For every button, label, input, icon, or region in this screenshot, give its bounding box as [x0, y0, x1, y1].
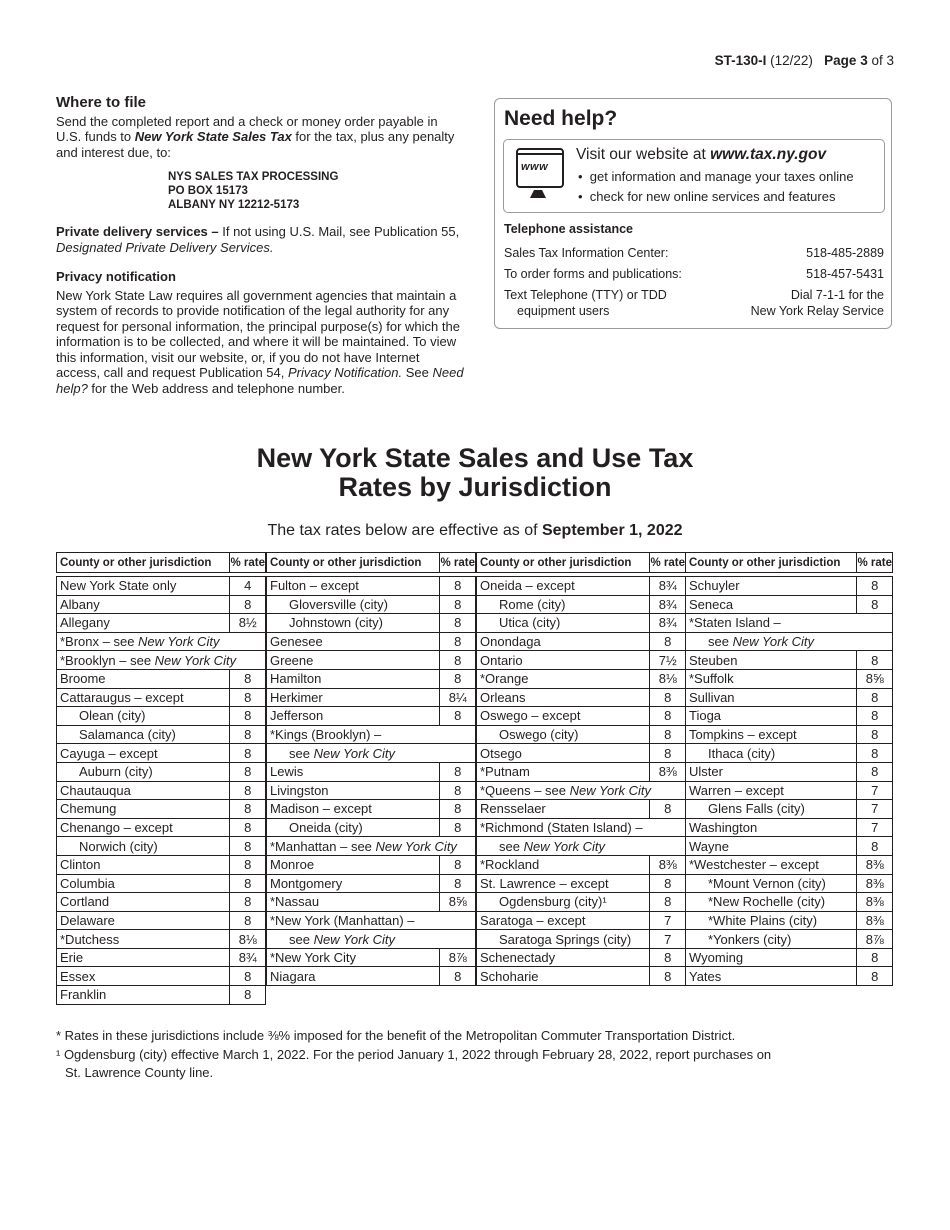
jurisdiction-name: Allegany — [57, 614, 230, 633]
table-row — [477, 855, 686, 874]
help-bullet: • get information and manage your taxes online — [578, 169, 854, 184]
table-row — [477, 744, 686, 763]
jurisdiction-name: Glens Falls (city) — [686, 800, 857, 819]
jurisdiction-name: Greene — [267, 651, 440, 670]
need-help-box — [494, 98, 892, 329]
privacy-text: New York State Law requires all government agencies that maintain a system of records to provide notification of the legal authority for any request for personal information, the principal purpose(s) for which the information is to be collected, and where it will be maintained. To view this information, visit our website, or, if you do not have Internet access, call and request Publication 54, Privacy Notification. See Need help? for the Web address and telephone number. — [56, 287, 464, 396]
tax-rate: 8 — [857, 744, 893, 763]
tax-rate: 8 — [857, 688, 893, 707]
table-row — [477, 818, 686, 837]
tax-rate: 8 — [857, 967, 893, 986]
table-row — [57, 837, 266, 856]
form-header — [715, 53, 894, 68]
tax-rate: 8 — [857, 762, 893, 781]
tax-rate: 8¾ — [650, 577, 686, 596]
tax-rate: 8 — [230, 781, 266, 800]
tax-rate: 8¼ — [440, 688, 476, 707]
jurisdiction-name: *Dutchess — [57, 930, 230, 949]
jurisdiction-name: *Mount Vernon (city) — [686, 874, 857, 893]
table-row — [267, 762, 476, 781]
tax-rate: 8⅛ — [650, 669, 686, 688]
tax-rate: 8⅝ — [857, 669, 893, 688]
jurisdiction-name: Chenango – except — [57, 818, 230, 837]
jurisdiction-name: *Orange — [477, 669, 650, 688]
page-label: Page 3 — [824, 53, 868, 68]
tax-rate: 8 — [440, 651, 476, 670]
table-row — [686, 874, 893, 893]
column-header-rate: % rate — [230, 553, 266, 573]
table-row — [477, 632, 686, 651]
footnote-one-cont: St. Lawrence County line. — [65, 1065, 214, 1080]
rate-table-col-3 — [476, 552, 686, 986]
tax-rate: 8 — [440, 632, 476, 651]
table-row — [477, 688, 686, 707]
rate-table-col-1 — [56, 552, 266, 1005]
jurisdiction-name: Schuyler — [686, 577, 857, 596]
table-row — [267, 911, 476, 930]
jurisdiction-name: Wyoming — [686, 948, 857, 967]
table-row — [686, 669, 893, 688]
table-row — [57, 577, 266, 596]
rate-table-col-2 — [266, 552, 476, 986]
table-row — [57, 874, 266, 893]
table-row — [686, 948, 893, 967]
tax-rate: 8 — [857, 595, 893, 614]
jurisdiction-name: Clinton — [57, 855, 230, 874]
table-row — [686, 614, 893, 633]
jurisdiction-name: Columbia — [57, 874, 230, 893]
table-row — [686, 707, 893, 726]
jurisdiction-name: Steuben — [686, 651, 857, 670]
table-row — [686, 744, 893, 763]
jurisdiction-name: Norwich (city) — [57, 837, 230, 856]
table-row — [57, 911, 266, 930]
table-row — [267, 614, 476, 633]
table-row — [686, 688, 893, 707]
jurisdiction-name: Salamanca (city) — [57, 725, 230, 744]
jurisdiction-name: Otsego — [477, 744, 650, 763]
tax-rate: 8 — [857, 651, 893, 670]
tax-rate: 8 — [650, 948, 686, 967]
tax-rate: 8 — [230, 707, 266, 726]
jurisdiction-name: *White Plains (city) — [686, 911, 857, 930]
jurisdiction-name: Fulton – except — [267, 577, 440, 596]
table-row — [57, 669, 266, 688]
page-of: of 3 — [871, 53, 894, 68]
tax-rate: 8 — [230, 762, 266, 781]
jurisdiction-name: *Rockland — [477, 855, 650, 874]
table-row — [267, 725, 476, 744]
effective-date-line: The tax rates below are effective as of September 1, 2022 — [267, 522, 683, 539]
table-row — [477, 800, 686, 819]
jurisdiction-name: Utica (city) — [477, 614, 650, 633]
tax-rate: 8 — [440, 818, 476, 837]
table-row — [57, 855, 266, 874]
jurisdiction-name: see New York City — [477, 837, 686, 856]
jurisdiction-name: Ontario — [477, 651, 650, 670]
table-row — [477, 930, 686, 949]
mailing-address: NYS SALES TAX PROCESSING PO BOX 15173 ALBANY NY 12212-5173 — [168, 171, 339, 211]
column-header-jurisdiction: County or other jurisdiction — [686, 553, 857, 573]
tax-rate: 8 — [440, 781, 476, 800]
jurisdiction-name: Sullivan — [686, 688, 857, 707]
tax-rate: 7 — [857, 781, 893, 800]
tax-rate: 8 — [230, 911, 266, 930]
tax-rate: 8½ — [230, 614, 266, 633]
column-header-rate: % rate — [440, 553, 476, 573]
tax-rate: 8 — [230, 669, 266, 688]
table-row — [686, 930, 893, 949]
form-revision: (12/22) — [770, 53, 813, 68]
jurisdiction-name: Oswego (city) — [477, 725, 650, 744]
jurisdiction-name: Tompkins – except — [686, 725, 857, 744]
phone-row: Text Telephone (TTY) or TDD equipment users Dial 7-1-1 for the New York Relay Service — [504, 288, 884, 318]
jurisdiction-name: Cattaraugus – except — [57, 688, 230, 707]
table-row — [267, 632, 476, 651]
jurisdiction-name: Schenectady — [477, 948, 650, 967]
website-box — [503, 139, 885, 213]
jurisdiction-name: Albany — [57, 595, 230, 614]
jurisdiction-name: Johnstown (city) — [267, 614, 440, 633]
table-row — [57, 651, 266, 670]
jurisdiction-name: Gloversville (city) — [267, 595, 440, 614]
jurisdiction-name: *Queens – see New York City — [477, 781, 686, 800]
tax-rate: 8 — [650, 967, 686, 986]
tax-rate: 8 — [440, 874, 476, 893]
where-to-file-heading: Where to file — [56, 94, 147, 111]
table-row — [477, 762, 686, 781]
table-row — [267, 930, 476, 949]
privacy-heading: Privacy notification — [56, 269, 176, 284]
jurisdiction-name: Essex — [57, 967, 230, 986]
table-row — [57, 800, 266, 819]
table-row — [57, 595, 266, 614]
table-row — [477, 725, 686, 744]
jurisdiction-name: *Kings (Brooklyn) – — [267, 725, 476, 744]
table-row — [477, 707, 686, 726]
rate-table-col-4 — [685, 552, 893, 986]
tax-rate: 8 — [230, 818, 266, 837]
table-row — [477, 948, 686, 967]
tax-rate: 8 — [440, 577, 476, 596]
jurisdiction-name: Oneida (city) — [267, 818, 440, 837]
tax-rate: 7 — [857, 818, 893, 837]
table-row — [686, 595, 893, 614]
tax-rate: 8 — [650, 632, 686, 651]
table-row — [57, 725, 266, 744]
tax-rate: 8 — [230, 837, 266, 856]
jurisdiction-name: Tioga — [686, 707, 857, 726]
tax-rate: 8 — [440, 595, 476, 614]
table-row — [477, 651, 686, 670]
table-row — [57, 707, 266, 726]
tax-rate: 8 — [440, 669, 476, 688]
tax-rate: 8⅞ — [857, 930, 893, 949]
table-row — [477, 614, 686, 633]
jurisdiction-name: Auburn (city) — [57, 762, 230, 781]
tax-rate: 8 — [857, 948, 893, 967]
tax-rate: 8 — [230, 874, 266, 893]
column-header-jurisdiction: County or other jurisdiction — [57, 553, 230, 573]
table-row — [267, 669, 476, 688]
tax-rate: 8⅜ — [857, 911, 893, 930]
private-delivery-text: Private delivery services – If not using U.S. Mail, see Publication 55, Designated Private Delivery Services. — [56, 224, 460, 255]
tax-rate: 8⅜ — [650, 762, 686, 781]
website-line: Visit our website at www.tax.ny.gov — [576, 146, 827, 163]
tax-rate: 8 — [230, 893, 266, 912]
jurisdiction-name: Cayuga – except — [57, 744, 230, 763]
tax-rate: 8 — [857, 577, 893, 596]
tax-rate: 8 — [857, 837, 893, 856]
jurisdiction-name: Warren – except — [686, 781, 857, 800]
footnote-star: * Rates in these jurisdictions include ⅜% imposed for the benefit of the Metropolitan Commuter Transportation District. — [56, 1028, 736, 1043]
jurisdiction-name: Ogdensburg (city)¹ — [477, 893, 650, 912]
jurisdiction-name: Broome — [57, 669, 230, 688]
table-row — [267, 595, 476, 614]
phone-row: To order forms and publications: 518-457-5431 — [504, 267, 884, 281]
jurisdiction-name: Olean (city) — [57, 707, 230, 726]
jurisdiction-name: Madison – except — [267, 800, 440, 819]
jurisdiction-name: Ulster — [686, 762, 857, 781]
table-row — [57, 930, 266, 949]
jurisdiction-name: Hamilton — [267, 669, 440, 688]
jurisdiction-name: *Bronx – see New York City — [57, 632, 266, 651]
tax-rate: 8 — [230, 800, 266, 819]
column-header-rate: % rate — [650, 553, 686, 573]
table-row — [477, 595, 686, 614]
table-row — [686, 837, 893, 856]
tax-rate: 8⅝ — [440, 893, 476, 912]
tax-rate: 8⅜ — [857, 855, 893, 874]
table-row — [686, 818, 893, 837]
table-row — [267, 744, 476, 763]
jurisdiction-name: Saratoga Springs (city) — [477, 930, 650, 949]
jurisdiction-name: Niagara — [267, 967, 440, 986]
tax-rate: 8 — [230, 744, 266, 763]
jurisdiction-name: *Manhattan – see New York City — [267, 837, 476, 856]
tax-rate: 8 — [857, 725, 893, 744]
jurisdiction-name: *Westchester – except — [686, 855, 857, 874]
left-column — [56, 95, 466, 396]
tax-rate: 8 — [650, 744, 686, 763]
tax-rate: 8⅛ — [230, 930, 266, 949]
tax-rate: 8 — [230, 855, 266, 874]
table-row — [57, 744, 266, 763]
jurisdiction-name: *Suffolk — [686, 669, 857, 688]
table-row — [57, 948, 266, 967]
tax-rate: 8 — [650, 800, 686, 819]
tax-rate: 8 — [230, 967, 266, 986]
tax-rate: 7 — [857, 800, 893, 819]
jurisdiction-name: Rensselaer — [477, 800, 650, 819]
jurisdiction-name: Wayne — [686, 837, 857, 856]
tax-rate: 8 — [650, 874, 686, 893]
tax-rate: 8 — [650, 707, 686, 726]
table-row — [57, 781, 266, 800]
table-row — [477, 669, 686, 688]
tax-rate: 8 — [650, 688, 686, 707]
form-number: ST-130-I — [714, 53, 767, 68]
jurisdiction-name: Orleans — [477, 688, 650, 707]
jurisdiction-name: Monroe — [267, 855, 440, 874]
tax-rate: 8¾ — [230, 948, 266, 967]
jurisdiction-name: *New York City — [267, 948, 440, 967]
jurisdiction-name: see New York City — [267, 744, 476, 763]
tax-rate: 8 — [440, 762, 476, 781]
tax-rate: 7 — [650, 930, 686, 949]
computer-monitor-icon: www — [516, 148, 564, 188]
tax-rate: 7½ — [650, 651, 686, 670]
tax-rate: 8⅜ — [857, 874, 893, 893]
jurisdiction-name: *Yonkers (city) — [686, 930, 857, 949]
table-row — [267, 707, 476, 726]
telephone-heading: Telephone assistance — [504, 222, 633, 236]
table-row — [267, 577, 476, 596]
jurisdiction-name: Montgomery — [267, 874, 440, 893]
table-row — [57, 818, 266, 837]
table-row — [686, 893, 893, 912]
table-row — [57, 762, 266, 781]
table-row — [267, 818, 476, 837]
table-row — [57, 632, 266, 651]
table-row — [686, 781, 893, 800]
table-row — [267, 948, 476, 967]
help-bullet: • check for new online services and features — [578, 189, 836, 204]
table-row — [57, 614, 266, 633]
jurisdiction-name: Genesee — [267, 632, 440, 651]
jurisdiction-name: Yates — [686, 967, 857, 986]
main-subtitle: Rates by Jurisdiction — [338, 472, 612, 502]
table-row — [477, 577, 686, 596]
tax-rate: 8 — [440, 614, 476, 633]
jurisdiction-name: see New York City — [686, 632, 893, 651]
table-row — [267, 893, 476, 912]
tax-rate: 8 — [650, 893, 686, 912]
jurisdiction-name: Washington — [686, 818, 857, 837]
table-row — [267, 837, 476, 856]
jurisdiction-name: Saratoga – except — [477, 911, 650, 930]
tax-rate: 8⅜ — [857, 893, 893, 912]
footnote-one: ¹ Ogdensburg (city) effective March 1, 2022. For the period January 1, 2022 through February 28, 2022, report purchases on — [56, 1046, 772, 1062]
jurisdiction-name: Chemung — [57, 800, 230, 819]
tax-rate: 8¾ — [650, 614, 686, 633]
need-help-heading: Need help? — [504, 107, 618, 130]
tax-rate: 8 — [230, 595, 266, 614]
table-row — [57, 967, 266, 986]
table-row — [477, 781, 686, 800]
tax-rate: 8 — [440, 855, 476, 874]
table-row — [267, 688, 476, 707]
table-row — [686, 855, 893, 874]
table-row — [686, 577, 893, 596]
jurisdiction-name: *Nassau — [267, 893, 440, 912]
tax-rate: 8 — [440, 707, 476, 726]
jurisdiction-name: *Putnam — [477, 762, 650, 781]
table-row — [267, 651, 476, 670]
jurisdiction-name: *Brooklyn – see New York City — [57, 651, 266, 670]
table-row — [267, 800, 476, 819]
jurisdiction-name: Ithaca (city) — [686, 744, 857, 763]
tax-rate: 8 — [230, 986, 266, 1005]
table-row — [477, 874, 686, 893]
jurisdiction-name: Herkimer — [267, 688, 440, 707]
jurisdiction-name: Rome (city) — [477, 595, 650, 614]
jurisdiction-name: *New Rochelle (city) — [686, 893, 857, 912]
tax-rate: 8¾ — [650, 595, 686, 614]
tax-rate: 4 — [230, 577, 266, 596]
jurisdiction-name: Lewis — [267, 762, 440, 781]
table-row — [267, 781, 476, 800]
jurisdiction-name: *Richmond (Staten Island) – — [477, 818, 686, 837]
tax-rate: 8 — [440, 800, 476, 819]
footnotes — [56, 1027, 856, 1083]
jurisdiction-name: Delaware — [57, 911, 230, 930]
jurisdiction-name: Oneida – except — [477, 577, 650, 596]
table-row — [686, 967, 893, 986]
jurisdiction-name: Franklin — [57, 986, 230, 1005]
table-row — [267, 874, 476, 893]
table-row — [686, 632, 893, 651]
column-header-rate: % rate — [857, 553, 893, 573]
jurisdiction-name: see New York City — [267, 930, 476, 949]
website-link[interactable]: www.tax.ny.gov — [710, 146, 827, 163]
main-title: New York State Sales and Use Tax — [256, 443, 694, 473]
table-row — [57, 688, 266, 707]
table-row — [477, 967, 686, 986]
jurisdiction-name: Seneca — [686, 595, 857, 614]
tax-rate: 8 — [230, 725, 266, 744]
where-to-file-text: Send the completed report and a check or money order payable in U.S. funds to New York State Sales Tax for the tax, plus any penalty and interest due, to: — [56, 113, 455, 160]
jurisdiction-name: Cortland — [57, 893, 230, 912]
jurisdiction-name: Livingston — [267, 781, 440, 800]
jurisdiction-name: *Staten Island – — [686, 614, 893, 633]
table-row — [686, 911, 893, 930]
table-row — [477, 911, 686, 930]
table-row — [477, 837, 686, 856]
tax-rate: 8 — [650, 725, 686, 744]
tax-rate: 8 — [440, 967, 476, 986]
table-row — [686, 651, 893, 670]
column-header-jurisdiction: County or other jurisdiction — [267, 553, 440, 573]
tax-rate: 8⅜ — [650, 855, 686, 874]
jurisdiction-name: Onondaga — [477, 632, 650, 651]
jurisdiction-name: Erie — [57, 948, 230, 967]
tax-rate: 8 — [230, 688, 266, 707]
column-header-jurisdiction: County or other jurisdiction — [477, 553, 650, 573]
table-row — [686, 800, 893, 819]
table-row — [267, 855, 476, 874]
jurisdiction-name: Oswego – except — [477, 707, 650, 726]
jurisdiction-name: Schoharie — [477, 967, 650, 986]
jurisdiction-name: Jefferson — [267, 707, 440, 726]
table-row — [686, 762, 893, 781]
table-row — [57, 986, 266, 1005]
jurisdiction-name: New York State only — [57, 577, 230, 596]
table-row — [267, 967, 476, 986]
table-row — [57, 893, 266, 912]
tax-rate: 8⅞ — [440, 948, 476, 967]
phone-row: Sales Tax Information Center: 518-485-2889 — [504, 246, 884, 260]
table-row — [686, 725, 893, 744]
tax-rate: 8 — [857, 707, 893, 726]
monitor-stand-icon — [530, 190, 546, 198]
jurisdiction-name: St. Lawrence – except — [477, 874, 650, 893]
table-row — [477, 893, 686, 912]
jurisdiction-name: Chautauqua — [57, 781, 230, 800]
tax-rate: 7 — [650, 911, 686, 930]
jurisdiction-name: *New York (Manhattan) – — [267, 911, 476, 930]
